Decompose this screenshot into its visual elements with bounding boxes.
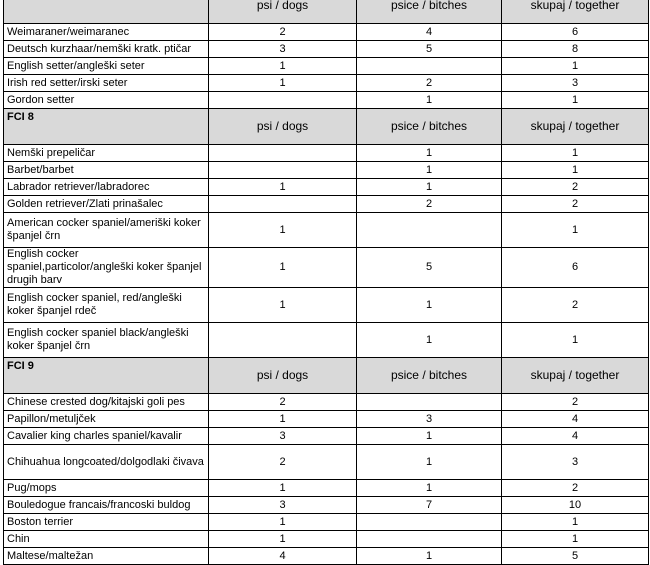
table-row — [4, 323, 649, 358]
bitches-count-cell: 2 — [357, 75, 502, 92]
bitches-count-cell: 1 — [357, 548, 502, 565]
results-table — [3, 0, 649, 565]
column-header-together: skupaj / together — [502, 109, 649, 145]
results-table-body — [4, 0, 649, 565]
breed-name-cell: Golden retriever/Zlati prinašalec — [4, 196, 209, 213]
breed-name-cell: Nemški prepeličar — [4, 145, 209, 162]
dogs-count-cell: 2 — [209, 24, 357, 41]
column-header-dogs: psi / dogs — [209, 109, 357, 145]
dogs-count-cell: 4 — [209, 548, 357, 565]
breed-name-cell: Pug/mops — [4, 480, 209, 497]
together-count-cell: 1 — [502, 531, 649, 548]
dogs-count-cell: 2 — [209, 394, 357, 411]
column-header-bitches: psice / bitches — [357, 0, 502, 24]
dogs-count-cell: 3 — [209, 428, 357, 445]
dogs-count-cell: 1 — [209, 531, 357, 548]
table-row — [4, 145, 649, 162]
together-count-cell: 1 — [502, 92, 649, 109]
table-row — [4, 411, 649, 428]
bitches-count-cell: 5 — [357, 248, 502, 288]
table-row — [4, 92, 649, 109]
together-count-cell: 10 — [502, 497, 649, 514]
bitches-count-cell — [357, 213, 502, 248]
bitches-count-cell: 1 — [357, 179, 502, 196]
dogs-count-cell: 3 — [209, 497, 357, 514]
bitches-count-cell: 1 — [357, 145, 502, 162]
table-row — [4, 445, 649, 480]
dogs-count-cell — [209, 92, 357, 109]
breed-name-cell: English cocker spaniel,particolor/angleški koker španjel drugih barv — [4, 248, 209, 288]
together-count-cell: 8 — [502, 41, 649, 58]
column-header-dogs: psi / dogs — [209, 0, 357, 24]
together-count-cell: 6 — [502, 248, 649, 288]
column-header-bitches: psice / bitches — [357, 109, 502, 145]
breed-name-cell: Bouledogue francais/francoski buldog — [4, 497, 209, 514]
breed-name-cell: Barbet/barbet — [4, 162, 209, 179]
together-count-cell: 2 — [502, 179, 649, 196]
table-row — [4, 41, 649, 58]
group-label: FCI 8 — [4, 109, 209, 145]
bitches-count-cell: 5 — [357, 41, 502, 58]
table-row — [4, 428, 649, 445]
bitches-count-cell — [357, 58, 502, 75]
table-row — [4, 480, 649, 497]
breed-name-cell: Chihuahua longcoated/dolgodlaki čivava — [4, 445, 209, 480]
group-label — [4, 0, 209, 24]
breed-name-cell: Labrador retriever/labradorec — [4, 179, 209, 196]
together-count-cell: 1 — [502, 213, 649, 248]
table-row — [4, 179, 649, 196]
dogs-count-cell: 1 — [209, 58, 357, 75]
dogs-count-cell: 1 — [209, 514, 357, 531]
bitches-count-cell: 1 — [357, 428, 502, 445]
dogs-count-cell: 1 — [209, 213, 357, 248]
breed-name-cell: English setter/angleški seter — [4, 58, 209, 75]
dogs-count-cell: 1 — [209, 480, 357, 497]
breed-name-cell: Cavalier king charles spaniel/kavalir — [4, 428, 209, 445]
column-header-bitches: psice / bitches — [357, 358, 502, 394]
dogs-count-cell: 2 — [209, 445, 357, 480]
table-row — [4, 531, 649, 548]
breed-name-cell: Irish red setter/irski seter — [4, 75, 209, 92]
dogs-count-cell: 1 — [209, 288, 357, 323]
bitches-count-cell: 7 — [357, 497, 502, 514]
table-row — [4, 24, 649, 41]
dogs-count-cell — [209, 323, 357, 358]
dogs-count-cell: 3 — [209, 41, 357, 58]
bitches-count-cell — [357, 531, 502, 548]
together-count-cell: 2 — [502, 394, 649, 411]
together-count-cell: 2 — [502, 288, 649, 323]
section-header-row — [4, 358, 649, 394]
bitches-count-cell: 1 — [357, 445, 502, 480]
section-header-row — [4, 109, 649, 145]
breed-name-cell: Boston terrier — [4, 514, 209, 531]
table-row — [4, 248, 649, 288]
breed-name-cell: Chinese crested dog/kitajski goli pes — [4, 394, 209, 411]
table-row — [4, 196, 649, 213]
breed-name-cell: Weimaraner/weimaranec — [4, 24, 209, 41]
table-row — [4, 75, 649, 92]
dogs-count-cell: 1 — [209, 179, 357, 196]
table-row — [4, 394, 649, 411]
breed-name-cell: Maltese/maltežan — [4, 548, 209, 565]
bitches-count-cell: 1 — [357, 92, 502, 109]
dogs-count-cell — [209, 196, 357, 213]
together-count-cell: 1 — [502, 323, 649, 358]
together-count-cell: 3 — [502, 75, 649, 92]
together-count-cell: 2 — [502, 196, 649, 213]
bitches-count-cell: 1 — [357, 480, 502, 497]
breed-name-cell: Deutsch kurzhaar/nemški kratk. ptičar — [4, 41, 209, 58]
column-header-together: skupaj / together — [502, 358, 649, 394]
dogs-count-cell: 1 — [209, 248, 357, 288]
column-header-together: skupaj / together — [502, 0, 649, 24]
table-row — [4, 213, 649, 248]
table-row — [4, 497, 649, 514]
together-count-cell: 1 — [502, 514, 649, 531]
table-row — [4, 288, 649, 323]
together-count-cell: 4 — [502, 428, 649, 445]
breed-name-cell: Papillon/metuljček — [4, 411, 209, 428]
table-row — [4, 548, 649, 565]
breed-name-cell: American cocker spaniel/ameriški koker španjel črn — [4, 213, 209, 248]
table-row — [4, 58, 649, 75]
bitches-count-cell: 1 — [357, 162, 502, 179]
bitches-count-cell: 1 — [357, 323, 502, 358]
together-count-cell: 6 — [502, 24, 649, 41]
section-header-row — [4, 0, 649, 24]
table-row — [4, 162, 649, 179]
dogs-count-cell — [209, 145, 357, 162]
column-header-dogs: psi / dogs — [209, 358, 357, 394]
together-count-cell: 5 — [502, 548, 649, 565]
together-count-cell: 2 — [502, 480, 649, 497]
together-count-cell: 3 — [502, 445, 649, 480]
bitches-count-cell: 2 — [357, 196, 502, 213]
together-count-cell: 4 — [502, 411, 649, 428]
dogs-count-cell — [209, 162, 357, 179]
together-count-cell: 1 — [502, 145, 649, 162]
bitches-count-cell — [357, 394, 502, 411]
breed-name-cell: English cocker spaniel black/angleški koker španjel črn — [4, 323, 209, 358]
dogs-count-cell: 1 — [209, 411, 357, 428]
table-row — [4, 514, 649, 531]
group-label: FCI 9 — [4, 358, 209, 394]
together-count-cell: 1 — [502, 58, 649, 75]
breed-name-cell: Chin — [4, 531, 209, 548]
bitches-count-cell: 4 — [357, 24, 502, 41]
dogs-count-cell: 1 — [209, 75, 357, 92]
bitches-count-cell: 1 — [357, 288, 502, 323]
breed-name-cell: English cocker spaniel, red/angleški koker španjel rdeč — [4, 288, 209, 323]
together-count-cell: 1 — [502, 162, 649, 179]
bitches-count-cell: 3 — [357, 411, 502, 428]
breed-name-cell: Gordon setter — [4, 92, 209, 109]
bitches-count-cell — [357, 514, 502, 531]
